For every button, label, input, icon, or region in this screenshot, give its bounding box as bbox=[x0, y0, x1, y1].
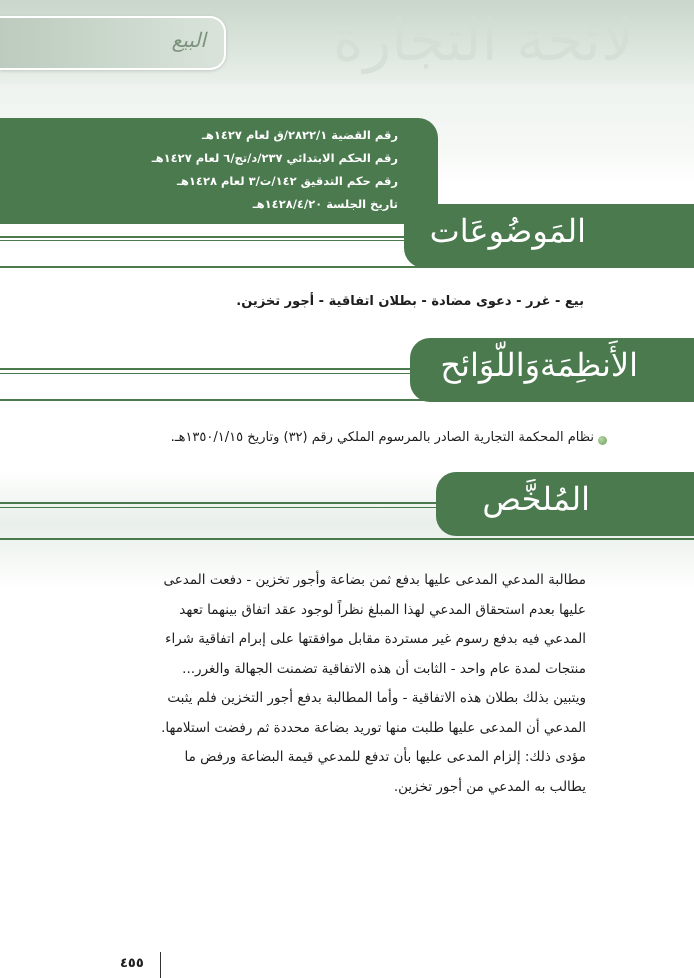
page-number-divider bbox=[160, 952, 161, 978]
topics-title: المَوضُوعَات bbox=[429, 212, 586, 250]
regulation-item: نظام المحكمة التجارية الصادر بالمرسوم الملكي رقم (٣٢) وتاريخ ١٣٥٠/١/١٥هـ. bbox=[170, 430, 594, 445]
summary-line: مطالبة المدعي المدعى عليها بدفع ثمن بضاعة وأجور تخزين - دفعت المدعى bbox=[163, 572, 586, 588]
regulations-title: الأَنظِمَةوَاللّوَائح bbox=[440, 346, 638, 384]
summary-rule-thin bbox=[0, 507, 440, 508]
summary-line: مؤدى ذلك: إلزام المدعى عليها بأن تدفع للمدعي قيمة البضاعة ورفض ما bbox=[184, 749, 586, 765]
summary-rule bbox=[0, 502, 440, 504]
regulations-rule-bottom bbox=[0, 399, 694, 401]
summary-line: عليها بعدم استحقاق المدعي لهذا المبلغ نظراً لوجود عقد اتفاق بينهما تعهد bbox=[179, 601, 586, 618]
topics-rule-thin bbox=[0, 240, 420, 241]
summary-line: منتجات لمدة عام واحد - الثابت أن هذه الاتفاقية تضمنت الجهالة والغرر... bbox=[182, 660, 586, 677]
summary-line: المدعي فيه بدفع رسوم غير مستردة مقابل موافقتها على إبرام اتفاقية شراء bbox=[165, 631, 586, 647]
summary-text bbox=[110, 566, 586, 802]
summary-line: يطالب به المدعي من أجور تخزين. bbox=[393, 778, 586, 795]
first-judgment-number: رقم الحكم الابتدائي ٢٣٧/د/تج/٦ لعام ١٤٢٧هـ bbox=[151, 151, 398, 165]
summary-bar bbox=[436, 472, 694, 536]
summary-title: المُلخَّص bbox=[482, 480, 590, 518]
page-number: ٤٥٥ bbox=[120, 956, 144, 971]
summary-line: المدعي أن المدعى عليها طلبت منها توريد بضاعة محددة ثم رفضت استلامها. bbox=[161, 719, 586, 736]
topics-rule bbox=[0, 236, 420, 238]
chapter-tab bbox=[0, 16, 226, 70]
topics-rule-bottom bbox=[0, 266, 694, 268]
case-info-lines bbox=[38, 124, 398, 216]
case-number: رقم القضية ٢٨٢٢/١/ق لعام ١٤٢٧هـ bbox=[201, 128, 398, 142]
regulations-bar bbox=[410, 338, 694, 402]
regulations-rule bbox=[0, 368, 430, 370]
session-date: تاريخ الجلسة ١٤٢٨/٤/٢٠هـ bbox=[252, 197, 398, 211]
topics-bar bbox=[404, 204, 694, 268]
topics-text: بيع - غرر - دعوى مضادة - بطلان اتفاقية - أجور تخزين. bbox=[236, 294, 584, 309]
regulations-rule-thin bbox=[0, 373, 430, 374]
review-judgment-number: رقم حكم التدقيق ١٤٢/ت/٣ لعام ١٤٢٨هـ bbox=[177, 174, 398, 188]
summary-rule-bottom bbox=[0, 538, 694, 540]
chapter-label: البيع bbox=[171, 28, 206, 52]
regulation-bullet-icon bbox=[598, 436, 607, 445]
summary-line: ويتبين بذلك بطلان هذه الاتفاقية - وأما المطالبة بدفع أجور التخزين فلم يثبت bbox=[167, 690, 586, 706]
header-watermark: لائحة التجارة bbox=[333, 6, 634, 74]
